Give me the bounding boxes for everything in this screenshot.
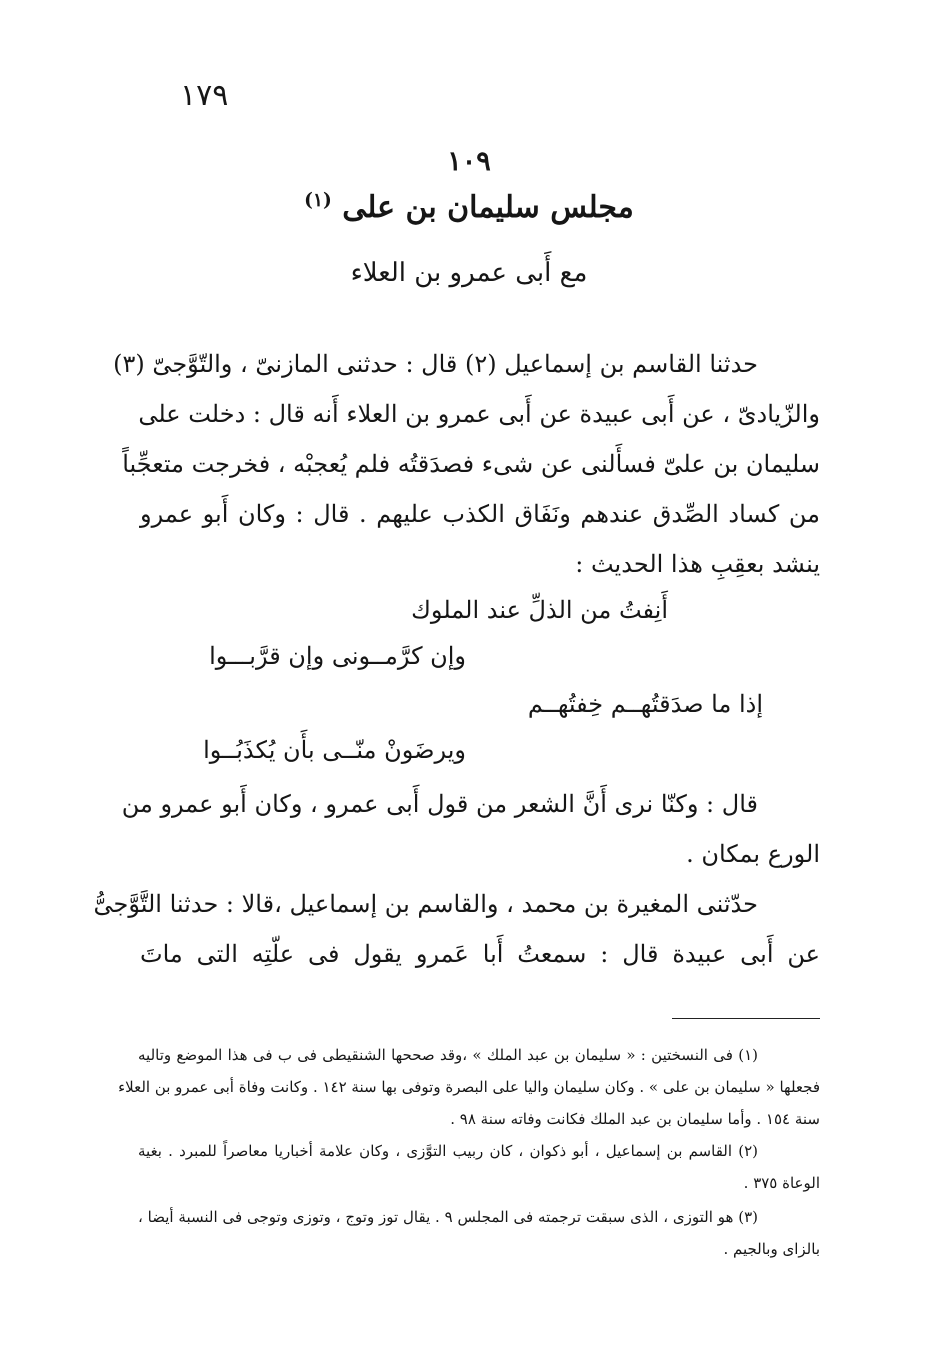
footnote-line: سنة ١٥٤ . وأما سليمان بن عبد الملك فكانت وفاته سنة ٩٨ . <box>450 1110 820 1128</box>
body-line: الورع بمكان . <box>686 840 820 868</box>
chapter-subtitle: مع أَبى عمرو بن العلاء <box>350 258 588 288</box>
verse-line: ويرضَونْ منّــى بأَن يُكذَبُــوا <box>203 736 466 764</box>
section-number: ١٠٩ <box>447 146 491 177</box>
body-line: حدثنا القاسم بن إسماعيل (٢) قال : حدثنى المازنىّ ، والتّوَّجىّ (٣) <box>113 350 758 378</box>
footnote-line: (١) فى النسختين : « سليمان بن عبد الملك » ،وقد صححها الشنقيطى فى ب فى هذا الموضع وتاليه <box>138 1046 758 1064</box>
body-line: سليمان بن علىّ فسأَلنى عن شىء فصدَقتُه فلم يُعجبْه ، فخرجت متعجِّباً <box>122 450 820 478</box>
footnote-line: (٣) هو التوزى ، الذى سبقت ترجمته فى المجلس ٩ . يقال توز وتوج ، وتوزى وتوجى فى النسبة أيضا ، <box>138 1208 758 1226</box>
verse-line: إذا ما صدَقتُهــم خِفتُهــم <box>527 690 763 718</box>
body-line: ينشد بعقِبِ هذا الحديث : <box>575 550 820 578</box>
footnote-ref: (١) <box>304 190 332 211</box>
footnote-line: فجعلها « سليمان بن على » . وكان سليمان واليا على البصرة وتوفى بها سنة ١٤٢ . وكانت وفاة أبى عمرو بن العلاء <box>118 1078 820 1096</box>
body-line: قال : وكنّا نرى أَنَّ الشعر من قول أَبى عمرو ، وكان أَبو عمرو من <box>121 790 758 818</box>
chapter-title <box>0 190 938 225</box>
verse-line: وإن كرَّمــونى وإن قرَّبـــوا <box>209 642 466 670</box>
verse-line: أَنِفتُ من الذلِّ عند الملوك <box>411 596 668 624</box>
body-line: عن أَبى عبيدة قال : سمعتُ أَبا عَمرو يقول فى علّتِه التى ماتَ <box>140 940 820 968</box>
footnote-line: الوعاة ٣٧٥ . <box>743 1174 820 1192</box>
body-line: حدّثنى المغيرة بن محمد ، والقاسم بن إسماعيل ،قالا : حدثنا التَّوَّجىُّ <box>93 890 758 918</box>
chapter-title-text: مجلس سليمان بن على <box>342 190 634 225</box>
footnote-line: بالزاى وبالجيم . <box>723 1240 820 1258</box>
footnote-line: (٢) القاسم بن إسماعيل ، أبو ذكوان ، كان ربيب التوَّزى ، وكان علامة أخباريا معاصراً للمبرد . بغية <box>138 1142 758 1160</box>
body-line: والزّيادىّ ، عن أَبى عبيدة عن أَبى عمرو بن العلاء أَنه قال : دخلت على <box>138 400 820 428</box>
page-number: ١٧٩ <box>180 78 229 113</box>
body-line: من كساد الصِّدق عندهم ونَفَاق الكذب عليهم . قال : وكان أَبو عمرو <box>140 500 820 528</box>
footnote-separator <box>672 1018 820 1019</box>
